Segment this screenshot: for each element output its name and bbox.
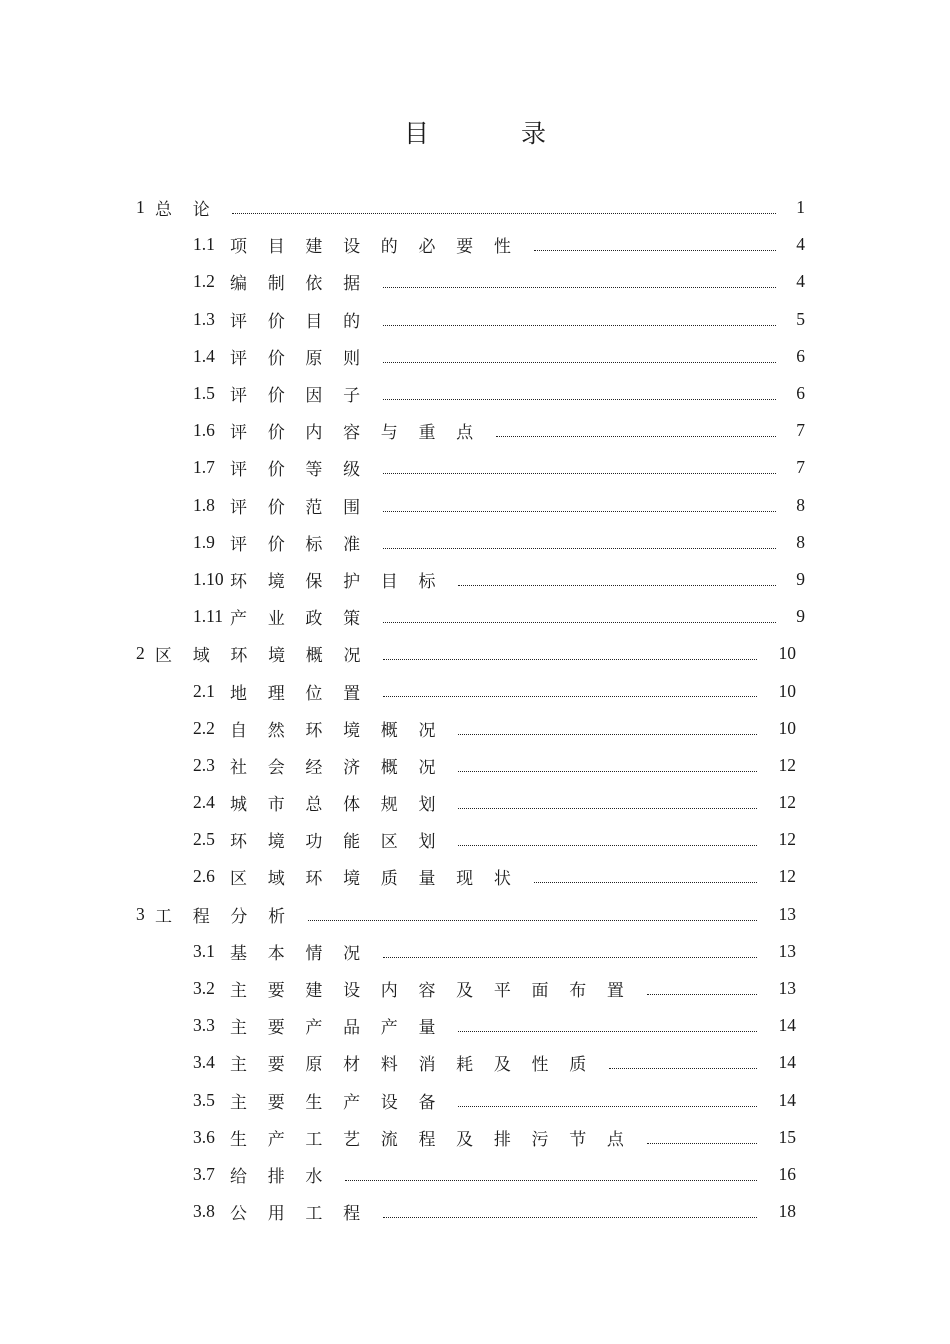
toc-entry-number: 1.6	[193, 420, 215, 441]
dot-leader	[383, 957, 757, 958]
toc-entry-page: 10	[778, 643, 796, 664]
toc-entry-number: 1.1	[193, 234, 215, 255]
toc-entry[interactable]	[0, 896, 950, 933]
dot-leader	[647, 1143, 757, 1144]
toc-entry-label: 编 制 依 据	[230, 274, 361, 295]
toc-entry-label: 评 价 标 准	[230, 534, 361, 555]
toc-entry-number: 3	[136, 903, 145, 924]
dot-leader	[458, 1031, 757, 1032]
toc-entry-page: 18	[778, 1201, 796, 1222]
toc-entry-page: 15	[778, 1126, 796, 1147]
toc-entry[interactable]	[0, 1119, 950, 1156]
toc-entry-number: 1	[136, 197, 145, 218]
toc-entry-number: 1.2	[193, 271, 215, 292]
toc-entry-page: 12	[778, 754, 796, 775]
toc-entry-page: 12	[778, 829, 796, 850]
page-title: 目 录	[404, 119, 588, 148]
toc-entry-label: 区 域 环 境 概 况	[155, 646, 361, 667]
dot-leader	[383, 696, 757, 697]
toc-entry[interactable]	[0, 1156, 950, 1193]
toc-entry[interactable]	[0, 858, 950, 895]
toc-entry-label: 环 境 功 能 区 划	[230, 832, 436, 853]
toc-entry-label: 评 价 目 的	[230, 311, 361, 332]
toc-entry[interactable]	[0, 449, 950, 486]
toc-entry-number: 1.11	[193, 606, 223, 627]
toc-entry[interactable]	[0, 561, 950, 598]
toc-entry[interactable]	[0, 1007, 950, 1044]
toc-entry-page: 1	[796, 197, 805, 218]
toc-entry-label: 社 会 经 济 概 况	[230, 757, 436, 778]
toc-entry[interactable]	[0, 412, 950, 449]
dot-leader	[383, 325, 776, 326]
toc-entry[interactable]	[0, 1193, 950, 1230]
dot-leader	[458, 808, 757, 809]
toc-entry-page: 14	[778, 1015, 796, 1036]
toc-entry-label: 给 排 水	[230, 1166, 323, 1187]
toc-entry-label: 基 本 情 况	[230, 943, 361, 964]
toc-entry-number: 3.3	[193, 1015, 215, 1036]
toc-entry-number: 1.7	[193, 457, 215, 478]
toc-entry-label: 公 用 工 程	[230, 1204, 361, 1225]
table-of-contents	[0, 189, 950, 1230]
toc-entry-number: 3.4	[193, 1052, 215, 1073]
toc-entry-page: 9	[796, 606, 805, 627]
toc-entry-number: 2.5	[193, 829, 215, 850]
toc-entry-page: 4	[796, 234, 805, 255]
dot-leader	[647, 994, 757, 995]
toc-entry[interactable]	[0, 524, 950, 561]
toc-entry[interactable]	[0, 301, 950, 338]
dot-leader	[458, 771, 757, 772]
dot-leader	[383, 548, 776, 549]
toc-entry-number: 2.3	[193, 754, 215, 775]
toc-entry-number: 3.5	[193, 1089, 215, 1110]
toc-entry-page: 6	[796, 345, 805, 366]
toc-entry-number: 3.6	[193, 1126, 215, 1147]
toc-entry[interactable]	[0, 970, 950, 1007]
toc-entry[interactable]	[0, 226, 950, 263]
toc-entry-label: 评 价 因 子	[230, 386, 361, 407]
toc-entry-page: 12	[778, 866, 796, 887]
toc-entry[interactable]	[0, 1082, 950, 1119]
toc-entry-page: 10	[778, 680, 796, 701]
toc-entry-label: 评 价 等 级	[230, 460, 361, 481]
toc-entry-number: 1.5	[193, 383, 215, 404]
toc-entry-page: 14	[778, 1089, 796, 1110]
dot-leader	[534, 882, 757, 883]
toc-entry-label: 工 程 分 析	[155, 906, 286, 927]
toc-entry[interactable]	[0, 189, 950, 226]
toc-entry[interactable]	[0, 263, 950, 300]
toc-entry-label: 主 要 建 设 内 容 及 平 面 布 置	[230, 981, 624, 1002]
toc-entry-label: 主 要 生 产 设 备	[230, 1092, 436, 1113]
toc-entry-page: 13	[778, 978, 796, 999]
toc-entry-label: 主 要 产 品 产 量	[230, 1018, 436, 1039]
toc-entry[interactable]	[0, 635, 950, 672]
dot-leader	[458, 1106, 757, 1107]
toc-entry[interactable]	[0, 338, 950, 375]
toc-entry-label: 环 境 保 护 目 标	[230, 571, 436, 592]
toc-entry-number: 2.4	[193, 792, 215, 813]
dot-leader	[383, 511, 776, 512]
toc-entry-page: 13	[778, 903, 796, 924]
toc-entry-page: 13	[778, 940, 796, 961]
dot-leader	[383, 287, 776, 288]
toc-entry-label: 评 价 原 则	[230, 348, 361, 369]
toc-entry[interactable]	[0, 821, 950, 858]
toc-entry-number: 1.9	[193, 531, 215, 552]
toc-entry-label: 总 论	[155, 200, 210, 221]
toc-entry-number: 3.1	[193, 940, 215, 961]
toc-entry-label: 主 要 原 材 料 消 耗 及 性 质	[230, 1055, 587, 1076]
toc-entry-page: 9	[796, 568, 805, 589]
dot-leader	[609, 1068, 757, 1069]
toc-entry-label: 地 理 位 置	[230, 683, 361, 704]
toc-entry[interactable]	[0, 598, 950, 635]
toc-entry-page: 8	[796, 531, 805, 552]
toc-entry-label: 区 域 环 境 质 量 现 状	[230, 869, 511, 890]
toc-entry-page: 6	[796, 383, 805, 404]
dot-leader	[345, 1180, 757, 1181]
dot-leader	[534, 250, 776, 251]
toc-entry-number: 2	[136, 643, 145, 664]
toc-entry-page: 8	[796, 494, 805, 515]
toc-entry-label: 评 价 范 围	[230, 497, 361, 518]
toc-entry[interactable]	[0, 487, 950, 524]
toc-entry-number: 1.4	[193, 345, 215, 366]
toc-entry-number: 1.3	[193, 308, 215, 329]
toc-entry-number: 2.1	[193, 680, 215, 701]
toc-entry-label: 评 价 内 容 与 重 点	[230, 423, 474, 444]
toc-entry-number: 1.8	[193, 494, 215, 515]
toc-entry[interactable]	[0, 1044, 950, 1081]
toc-entry-page: 16	[778, 1163, 796, 1184]
toc-entry-number: 3.8	[193, 1201, 215, 1222]
dot-leader	[458, 845, 757, 846]
dot-leader	[496, 436, 776, 437]
dot-leader	[458, 585, 776, 586]
toc-entry-label: 产 业 政 策	[230, 609, 361, 630]
toc-entry-label: 自 然 环 境 概 况	[230, 720, 436, 741]
dot-leader	[308, 920, 757, 921]
toc-entry-number: 3.7	[193, 1163, 215, 1184]
toc-entry-page: 7	[796, 420, 805, 441]
toc-entry-label: 生 产 工 艺 流 程 及 排 污 节 点	[230, 1129, 624, 1150]
dot-leader	[458, 734, 757, 735]
toc-entry[interactable]	[0, 747, 950, 784]
toc-entry-label: 城 市 总 体 规 划	[230, 795, 436, 816]
toc-entry-number: 2.6	[193, 866, 215, 887]
dot-leader	[383, 622, 776, 623]
toc-entry-page: 10	[778, 717, 796, 738]
dot-leader	[383, 659, 757, 660]
toc-entry-label: 项 目 建 设 的 必 要 性	[230, 237, 511, 258]
dot-leader	[383, 1217, 757, 1218]
toc-entry[interactable]	[0, 784, 950, 821]
toc-entry[interactable]	[0, 933, 950, 970]
toc-entry[interactable]	[0, 375, 950, 412]
toc-entry-number: 3.2	[193, 978, 215, 999]
toc-entry-number: 1.10	[193, 568, 224, 589]
toc-entry-number: 2.2	[193, 717, 215, 738]
toc-entry-page: 14	[778, 1052, 796, 1073]
toc-entry-page: 5	[796, 308, 805, 329]
dot-leader	[383, 473, 776, 474]
toc-entry[interactable]	[0, 672, 950, 709]
toc-entry[interactable]	[0, 710, 950, 747]
dot-leader	[383, 362, 776, 363]
toc-entry-page: 7	[796, 457, 805, 478]
toc-entry-page: 12	[778, 792, 796, 813]
dot-leader	[232, 213, 776, 214]
toc-entry-page: 4	[796, 271, 805, 292]
dot-leader	[383, 399, 776, 400]
